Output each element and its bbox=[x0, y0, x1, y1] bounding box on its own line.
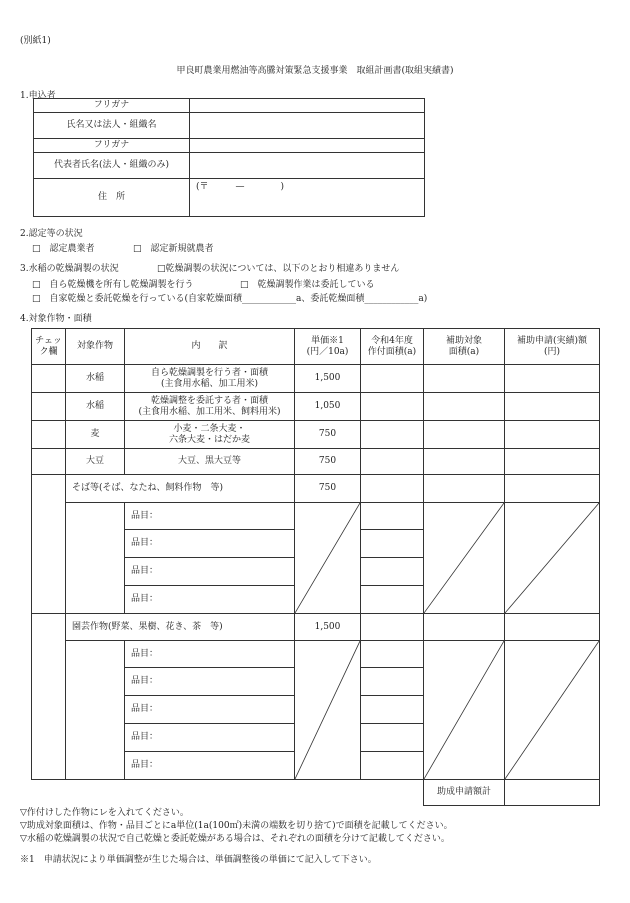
outsourced-drying-checkbox[interactable]: □ 乾燥調製作業は委託している bbox=[240, 280, 375, 290]
table-row bbox=[32, 614, 600, 641]
section-2-heading: 2.認定等の状況 bbox=[20, 229, 83, 239]
check-cell[interactable] bbox=[32, 365, 66, 393]
check-cell[interactable] bbox=[32, 614, 66, 780]
unit-cell: 750 bbox=[295, 449, 361, 475]
diagonal-cell bbox=[505, 641, 600, 780]
diagonal-cell bbox=[424, 503, 505, 614]
amount-cell[interactable] bbox=[505, 421, 600, 449]
new-farmer-checkbox[interactable]: □ 認定新規就農者 bbox=[133, 244, 214, 254]
section-3-heading: 3.水稲の乾燥調製の状況 bbox=[20, 264, 119, 274]
unit-cell: 1,050 bbox=[295, 393, 361, 421]
item-label[interactable]: 品目： bbox=[125, 503, 295, 530]
spacer-cell bbox=[66, 503, 125, 614]
unit-cell: 1,500 bbox=[295, 614, 361, 641]
crop-cell: 麦 bbox=[66, 421, 125, 449]
unit-cell: 1,500 bbox=[295, 365, 361, 393]
representative-label: 代表者氏名(法人・組織のみ) bbox=[34, 153, 190, 179]
table-row bbox=[32, 393, 600, 421]
total-label: 助成申請額計 bbox=[424, 780, 505, 806]
furigana-label-1: フリガナ bbox=[34, 99, 190, 113]
area-cell[interactable] bbox=[361, 668, 424, 696]
area-cell[interactable] bbox=[361, 558, 424, 586]
area-cell[interactable] bbox=[361, 449, 424, 475]
mixed-drying-checkbox[interactable]: □ 自家乾燥と委託乾燥を行っている(自家乾燥面積____________a、委託乾燥面積____________a) bbox=[32, 294, 428, 304]
check-cell[interactable] bbox=[32, 475, 66, 614]
amount-cell[interactable] bbox=[505, 365, 600, 393]
postal-code: (〒 — ) bbox=[196, 182, 285, 192]
self-drying-checkbox[interactable]: □ 自ら乾燥機を所有し乾燥調製を行う bbox=[32, 280, 194, 290]
item-label[interactable]: 品目： bbox=[125, 752, 295, 780]
area-cell[interactable] bbox=[361, 475, 424, 503]
furigana-field-2[interactable] bbox=[190, 139, 425, 153]
crop-cell: 水稲 bbox=[66, 393, 125, 421]
col-header-target: 補助対象 面積(a) bbox=[424, 329, 505, 365]
col-header-crop: 対象作物 bbox=[66, 329, 125, 365]
area-cell[interactable] bbox=[361, 586, 424, 614]
crops-table bbox=[31, 328, 600, 806]
diagonal-cell bbox=[295, 503, 361, 614]
total-spacer bbox=[32, 780, 424, 806]
col-header-check: チェック欄 bbox=[32, 329, 66, 365]
area-cell[interactable] bbox=[361, 724, 424, 752]
area-cell[interactable] bbox=[361, 365, 424, 393]
target-cell[interactable] bbox=[424, 365, 505, 393]
check-cell[interactable] bbox=[32, 449, 66, 475]
item-label[interactable]: 品目： bbox=[125, 641, 295, 668]
note-1: ▽作付けした作物にレを入れてください。 bbox=[20, 808, 189, 818]
item-label[interactable]: 品目： bbox=[125, 724, 295, 752]
detail-cell: 自ら乾燥調製を行う者・面積 (主食用水稲、加工用米) bbox=[125, 365, 295, 393]
amount-cell[interactable] bbox=[505, 449, 600, 475]
target-cell[interactable] bbox=[424, 614, 505, 641]
target-cell[interactable] bbox=[424, 475, 505, 503]
table-row bbox=[32, 449, 600, 475]
check-cell[interactable] bbox=[32, 421, 66, 449]
target-cell[interactable] bbox=[424, 393, 505, 421]
unit-cell: 750 bbox=[295, 421, 361, 449]
section-1-heading: 1.申込者 bbox=[20, 91, 56, 101]
area-cell[interactable] bbox=[361, 641, 424, 668]
col-header-detail: 内 訳 bbox=[125, 329, 295, 365]
area-cell[interactable] bbox=[361, 696, 424, 724]
total-row bbox=[32, 780, 600, 806]
item-label[interactable]: 品目： bbox=[125, 530, 295, 558]
unit-cell: 750 bbox=[295, 475, 361, 503]
total-amount-cell[interactable] bbox=[505, 780, 600, 806]
col-header-unit: 単価※1 (円／10a) bbox=[295, 329, 361, 365]
area-cell[interactable] bbox=[361, 530, 424, 558]
certified-farmer-checkbox[interactable]: □ 認定農業者 bbox=[32, 244, 95, 254]
amount-cell[interactable] bbox=[505, 614, 600, 641]
address-label: 住 所 bbox=[34, 179, 190, 217]
item-label[interactable]: 品目： bbox=[125, 586, 295, 614]
amount-cell[interactable] bbox=[505, 475, 600, 503]
item-label[interactable]: 品目： bbox=[125, 696, 295, 724]
table-row bbox=[32, 475, 600, 503]
note-2: ▽助成対象面積は、作物・品目ごとにa単位(1a(100㎡)未満の端数を切り捨て)で面積を記載してください。 bbox=[20, 821, 453, 831]
area-cell[interactable] bbox=[361, 503, 424, 530]
footnote: ※1 申請状況により単価調整が生じた場合は、単価調整後の単価にて記入して下さい。 bbox=[20, 855, 377, 865]
col-header-area: 令和4年度 作付面積(a) bbox=[361, 329, 424, 365]
name-field[interactable] bbox=[190, 113, 425, 139]
drying-confirm-checkbox[interactable]: □乾燥調製の状況については、以下のとおり相違ありません bbox=[157, 264, 400, 274]
area-cell[interactable] bbox=[361, 752, 424, 780]
detail-cell: 乾燥調整を委託する者・面積 (主食用水稲、加工用米、飼料用米) bbox=[125, 393, 295, 421]
table-row bbox=[32, 503, 600, 530]
target-cell[interactable] bbox=[424, 449, 505, 475]
detail-cell: 大豆、黒大豆等 bbox=[125, 449, 295, 475]
page-title: 甲良町農業用燃油等高騰対策緊急支援事業 取組計画書(取組実績書) bbox=[176, 66, 454, 76]
note-3: ▽水稲の乾燥調製の状況で自己乾燥と委託乾燥がある場合は、それぞれの面積を分けて記載してください。 bbox=[20, 834, 450, 844]
table-row bbox=[32, 641, 600, 668]
section-4-heading: 4.対象作物・面積 bbox=[20, 314, 92, 324]
diagonal-cell bbox=[295, 641, 361, 780]
diagonal-cell bbox=[424, 641, 505, 780]
spacer-cell bbox=[66, 641, 125, 780]
area-cell[interactable] bbox=[361, 614, 424, 641]
table-row bbox=[32, 365, 600, 393]
crop-cell: 水稲 bbox=[66, 365, 125, 393]
name-label: 氏名又は法人・組織名 bbox=[34, 113, 190, 139]
area-cell[interactable] bbox=[361, 393, 424, 421]
annex-label: (別紙1) bbox=[20, 36, 51, 46]
furigana-label-2: フリガナ bbox=[34, 139, 190, 153]
target-cell[interactable] bbox=[424, 421, 505, 449]
soba-label: そば等(そば、なたね、飼料作物 等) bbox=[66, 475, 295, 503]
diagonal-cell bbox=[505, 503, 600, 614]
item-label[interactable]: 品目： bbox=[125, 558, 295, 586]
check-cell[interactable] bbox=[32, 393, 66, 421]
address-field[interactable] bbox=[190, 179, 425, 217]
representative-field[interactable] bbox=[190, 153, 425, 179]
crop-cell: 大豆 bbox=[66, 449, 125, 475]
table-row bbox=[32, 421, 600, 449]
furigana-field-1[interactable] bbox=[190, 99, 425, 113]
applicant-table bbox=[33, 98, 425, 217]
col-header-amount: 補助申請(実績)額 (円) bbox=[505, 329, 600, 365]
garden-label: 園芸作物(野菜、果樹、花き、茶 等) bbox=[66, 614, 295, 641]
detail-cell: 小麦・二条大麦・ 六条大麦・はだか麦 bbox=[125, 421, 295, 449]
area-cell[interactable] bbox=[361, 421, 424, 449]
amount-cell[interactable] bbox=[505, 393, 600, 421]
item-label[interactable]: 品目： bbox=[125, 668, 295, 696]
